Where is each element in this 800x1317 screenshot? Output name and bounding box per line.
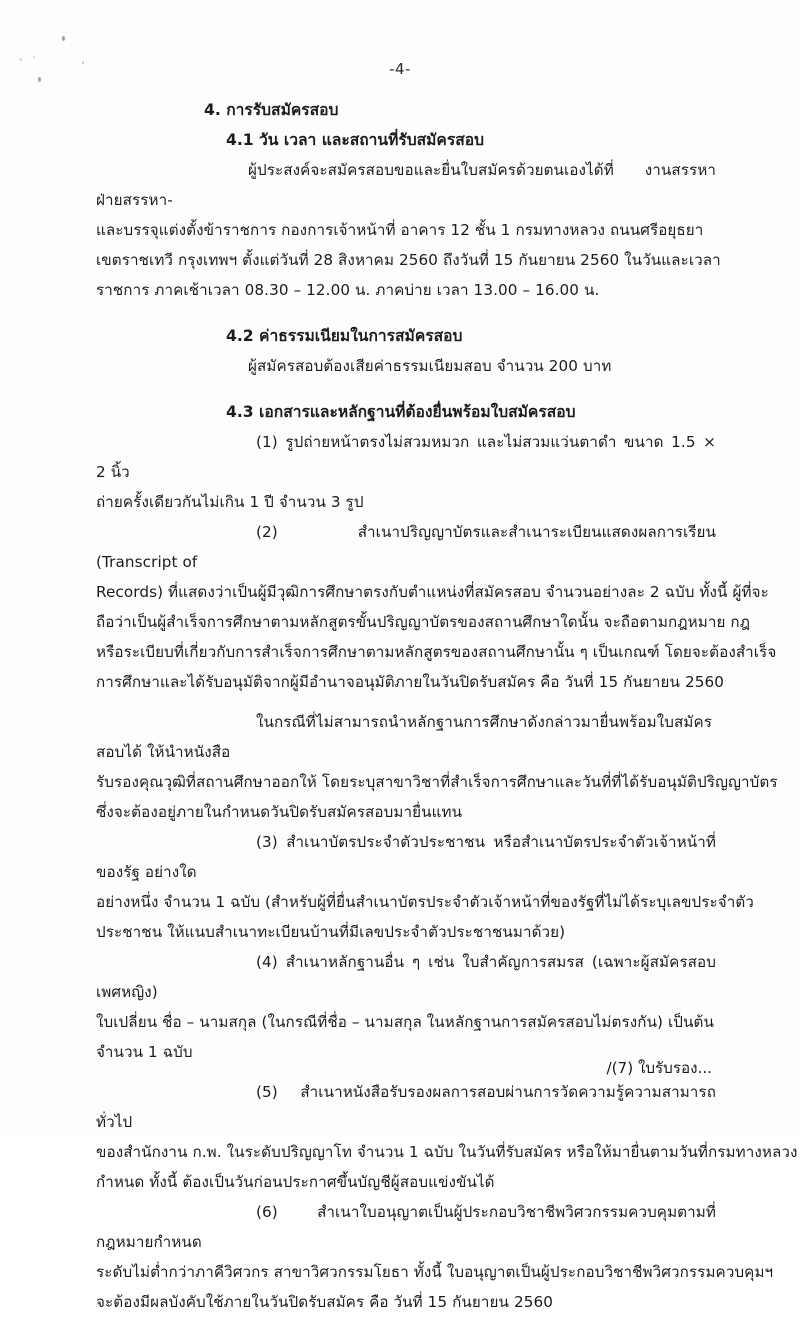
- item-4-line-2: ใบเปลี่ยน ชื่อ – นามสกุล (ในกรณีที่ชื่อ – นามสกุล ในหลักฐานการสมัครสอบไม่ตรงกัน) เป็นต้น: [96, 1013, 714, 1031]
- scan-speckle: [62, 36, 65, 41]
- section-heading-4: 4. การรับสมัครสอบ: [204, 101, 339, 119]
- item-4-line-3: จำนวน 1 ฉบับ: [96, 1043, 193, 1061]
- item-6-line-1: (6) สำเนาใบอนุญาตเป็นผู้ประกอบวิชาชีพวิศวกรรมควบคุมตามที่กฎหมายกำหนด: [96, 1203, 716, 1251]
- item-2-line-2: Records) ที่แสดงว่าเป็นผู้มีวุฒิการศึกษาตรงกับตำแหน่งที่สมัครสอบ จำนวนอย่างละ 2 ฉบับ ทั้งนี้ ผู้ที่จะ: [96, 583, 769, 601]
- note-paragraph-line-1: ในกรณีที่ไม่สามารถนำหลักฐานการศึกษาดังกล่าวมายื่นพร้อมใบสมัครสอบได้ ให้นำหนังสือ: [96, 713, 712, 761]
- item-5-line-1: (5) สำเนาหนังสือรับรองผลการสอบผ่านการวัดความรู้ความสามารถทั่วไป: [96, 1083, 716, 1131]
- subsection-heading-4-2: 4.2 ค่าธรรมเนียมในการสมัครสอบ: [226, 327, 463, 345]
- scan-speckle: [33, 56, 35, 58]
- subsection-4-1-line-2: และบรรจุแต่งตั้งข้าราชการ กองการเจ้าหน้าที่ อาคาร 12 ชั้น 1 กรมทางหลวง ถนนศรีอยุธยา: [96, 221, 704, 239]
- item-3-line-2: อย่างหนึ่ง จำนวน 1 ฉบับ (สำหรับผู้ที่ยื่นสำเนาบัตรประจำตัวเจ้าหน้าที่ของรัฐที่ไม่ได้ระบุเลขประจำตัว: [96, 893, 754, 911]
- subsection-4-1-line-1: ผู้ประสงค์จะสมัครสอบขอและยื่นใบสมัครด้วยตนเองได้ที่ งานสรรหา ฝ่ายสรรหา-: [96, 161, 716, 209]
- item-1-line-1: (1) รูปถ่ายหน้าตรงไม่สวมหมวก และไม่สวมแว่นตาดำ ขนาด 1.5 × 2 นิ้ว: [96, 433, 716, 481]
- item-6-line-3: จะต้องมีผลบังคับใช้ภายในวันปิดรับสมัคร คือ วันที่ 15 กันยายน 2560: [96, 1293, 554, 1311]
- spacer: [96, 697, 716, 707]
- page-number: -4-: [389, 60, 411, 78]
- subsection-4-1-line-3: เขตราชเทวี กรุงเทพฯ ตั้งแต่วันที่ 28 สิงหาคม 2560 ถึงวันที่ 15 กันยายน 2560 ในวันและเวลา: [96, 251, 721, 269]
- note-paragraph-line-2: รับรองคุณวุฒิที่สถานศึกษาออกให้ โดยระบุสาขาวิชาที่สำเร็จการศึกษาและวันที่ที่ได้รับอนุมัติปริญญาบัตร: [96, 773, 778, 791]
- footer-catchword: /(7) ใบรับรอง...: [606, 1059, 712, 1077]
- item-5-line-3: กำหนด ทั้งนี้ ต้องเป็นวันก่อนประกาศขึ้นบัญชีผู้สอบแข่งขันได้: [96, 1173, 495, 1191]
- document-body: [96, 95, 798, 1317]
- subsection-4-2-line-1: ผู้สมัครสอบต้องเสียค่าธรรมเนียมสอบ จำนวน 200 บาท: [248, 357, 612, 375]
- item-2-line-4: หรือระเบียบที่เกี่ยวกับการสำเร็จการศึกษาตามหลักสูตรของสถานศึกษานั้น ๆ เป็นเกณฑ์ โดยจะต้องสำเร็จ: [96, 643, 777, 661]
- subsection-4-1-line-4: ราชการ ภาคเช้าเวลา 08.30 – 12.00 น. ภาคบ่าย เวลา 13.00 – 16.00 น.: [96, 281, 600, 299]
- item-3-line-3: ประชาชน ให้แนบสำเนาทะเบียนบ้านที่มีเลขประจำตัวประชาชนมาด้วย): [96, 923, 566, 941]
- subsection-heading-4-1: 4.1 วัน เวลา และสถานที่รับสมัครสอบ: [226, 131, 485, 149]
- item-6-line-2: ระดับไม่ต่ำกว่าภาคีวิศวกร สาขาวิศวกรรมโยธา ทั้งนี้ ใบอนุญาตเป็นผู้ประกอบวิชาชีพวิศวกรรมควบคุมฯ: [96, 1263, 774, 1281]
- item-2-line-1: (2) สำเนาปริญญาบัตรและสำเนาระเบียนแสดงผลการเรียน (Transcript of: [96, 523, 716, 571]
- item-5-line-2: ของสำนักงาน ก.พ. ในระดับปริญญาโท จำนวน 1 ฉบับ ในวันที่รับสมัคร หรือให้มายื่นตามวันที่กรมทางหลวง: [96, 1143, 798, 1161]
- item-4-line-1: (4) สำเนาหลักฐานอื่น ๆ เช่น ใบสำคัญการสมรส (เฉพาะผู้สมัครสอบเพศหญิง): [96, 953, 716, 1001]
- spacer: [96, 305, 716, 321]
- item-2-line-3: ถือว่าเป็นผู้สำเร็จการศึกษาตามหลักสูตรขั้นปริญญาบัตรของสถานศึกษาใดนั้น จะถือตามกฎหมาย กฎ: [96, 613, 751, 631]
- note-paragraph-line-3: ซึ่งจะต้องอยู่ภายในกำหนดวันปิดรับสมัครสอบมายื่นแทน: [96, 803, 463, 821]
- item-3-line-1: (3) สำเนาบัตรประจำตัวประชาชน หรือสำเนาบัตรประจำตัวเจ้าหน้าที่ของรัฐ อย่างใด: [96, 833, 716, 881]
- subsection-heading-4-3: 4.3 เอกสารและหลักฐานที่ต้องยื่นพร้อมใบสมัครสอบ: [226, 403, 576, 421]
- spacer: [96, 381, 716, 397]
- item-2-line-5: การศึกษาและได้รับอนุมัติจากผู้มีอำนาจอนุมัติภายในวันปิดรับสมัคร คือ วันที่ 15 กันยายน 2560: [96, 673, 725, 691]
- item-1-line-2: ถ่ายครั้งเดียวกันไม่เกิน 1 ปี จำนวน 3 รูป: [96, 493, 364, 511]
